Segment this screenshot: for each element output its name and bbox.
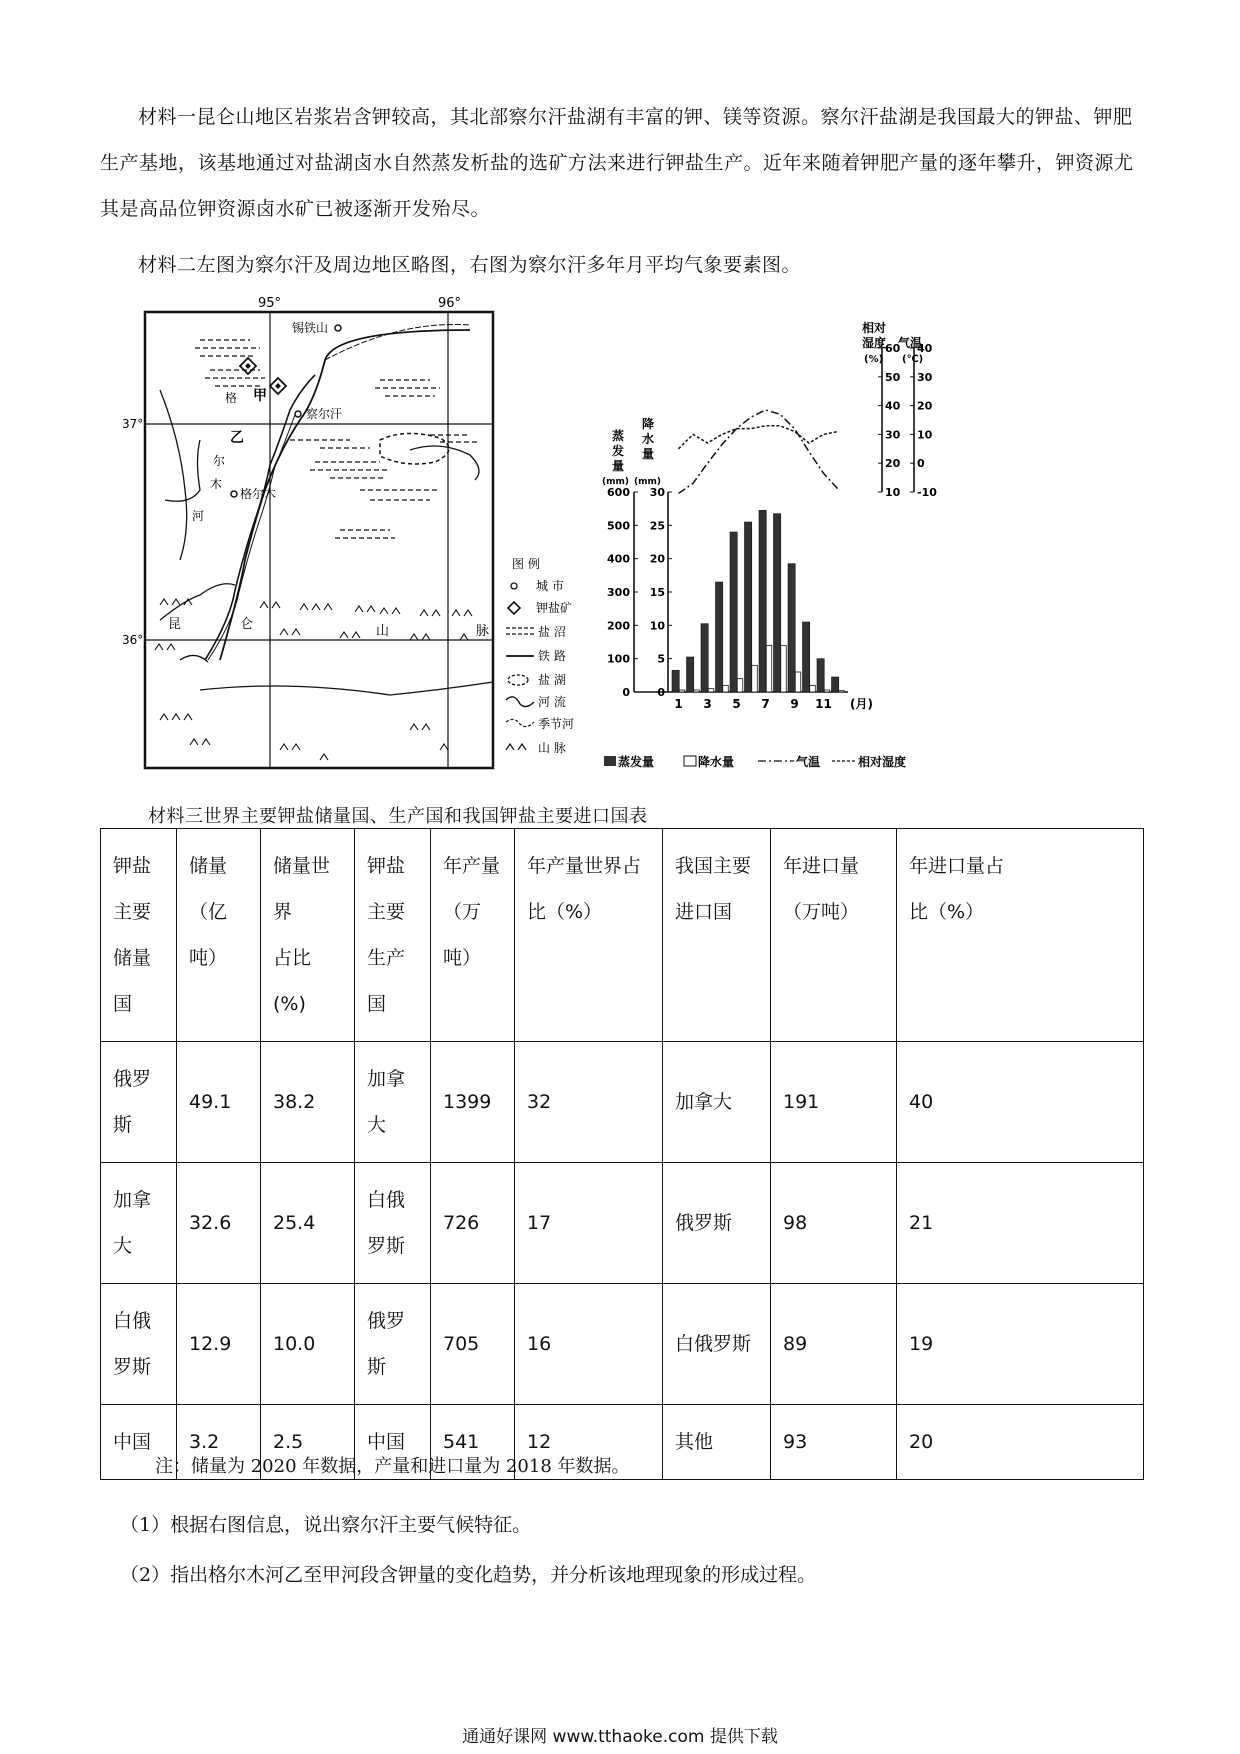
- table-cell: [177, 1042, 261, 1163]
- legend-potash-icon: [508, 602, 520, 614]
- cell-text: 占比(%): [273, 947, 312, 1015]
- temp-tick-label: -10: [917, 486, 937, 499]
- table-row: [101, 1042, 1144, 1163]
- river-char-3: 木: [210, 477, 223, 491]
- south-river: [200, 682, 493, 695]
- legend-precip-swatch: [684, 756, 696, 766]
- precip-head-3: 量: [642, 447, 655, 461]
- legend-humid: 相对湿度: [858, 755, 907, 769]
- evap-bar: [774, 514, 781, 692]
- cell-text: 俄罗斯: [675, 1212, 733, 1234]
- city-geermu: [231, 491, 237, 497]
- precip-tick-label: 25: [649, 519, 665, 533]
- cell-text: 38.2: [273, 1091, 316, 1113]
- cell-text: 罗斯: [113, 1356, 152, 1378]
- cell-text: 俄罗: [113, 1068, 152, 1090]
- cell-text: 93: [783, 1431, 808, 1453]
- cell-text: 界: [273, 901, 293, 923]
- evap-bar: [716, 582, 723, 692]
- legend-mountain: 山 脉: [538, 741, 566, 755]
- table-cell: [515, 1163, 663, 1284]
- table-cell: [897, 1405, 1144, 1480]
- chart-legend: [604, 754, 906, 769]
- table-cell: [261, 1163, 355, 1284]
- map-legend: [506, 556, 574, 755]
- lat-label-36: 36°: [122, 633, 144, 647]
- river-char-1: 格: [225, 391, 238, 405]
- table-cell: [355, 1284, 431, 1405]
- cell-text: 191: [783, 1091, 820, 1113]
- cell-text: 白俄罗斯: [675, 1333, 752, 1355]
- lat-label-37: 37°: [122, 417, 144, 431]
- table-cell: [261, 1042, 355, 1163]
- header-cell: [101, 829, 177, 1042]
- potash-mine-1-core: [245, 363, 251, 369]
- header-cell: [515, 829, 663, 1042]
- cell-text: 32.6: [189, 1212, 232, 1234]
- cell-text: 年进口量占: [909, 855, 1005, 877]
- table-cell: [771, 1284, 897, 1405]
- mountain-char-4: 脉: [476, 624, 490, 639]
- cell-text: 1399: [443, 1091, 492, 1113]
- temperature-line: [679, 410, 839, 494]
- table-cell: [261, 1284, 355, 1405]
- cell-text: 726: [443, 1212, 480, 1234]
- evap-tick-label: 100: [607, 652, 630, 666]
- cell-text: （万: [443, 901, 482, 923]
- city-xitieshan: [335, 325, 341, 331]
- cell-text: 吨）: [189, 947, 228, 969]
- cell-text: 比（%）: [909, 901, 985, 923]
- question-1: （1）根据右图信息，说出察尔汗主要气候特征。: [120, 1514, 532, 1536]
- map-legend-title: 图 例: [512, 557, 540, 571]
- precip-bar: [723, 685, 729, 692]
- precip-bar: [824, 690, 830, 692]
- precip-tick-label: 30: [649, 486, 665, 499]
- precip-bar: [795, 672, 801, 692]
- humid-head-1: 相对: [862, 321, 887, 335]
- evap-bar: [687, 657, 694, 692]
- evap-head: [602, 428, 629, 487]
- header-cell: [355, 829, 431, 1042]
- table-cell: [771, 1042, 897, 1163]
- cell-text: 10.0: [273, 1333, 316, 1355]
- potash-table: [100, 828, 1144, 1480]
- table-cell: [897, 1163, 1144, 1284]
- legend-evap-swatch: [604, 756, 616, 766]
- table-cell: [515, 1042, 663, 1163]
- precip-tick-label: 20: [649, 552, 665, 566]
- table-note: 注：储量为 2020 年数据，产量和进口量为 2018 年数据。: [155, 1456, 630, 1477]
- cell-text: 钾盐: [367, 855, 406, 877]
- cell-text: 储量: [189, 855, 228, 877]
- label-xitieshan: 锡铁山: [292, 321, 329, 335]
- evap-head-3: 量: [612, 459, 625, 473]
- precip-bar: [839, 691, 845, 692]
- evap-tick-label: 400: [607, 552, 630, 566]
- cell-text: 大: [367, 1114, 387, 1136]
- precip-head: [634, 416, 661, 487]
- cell-text: 国: [113, 993, 133, 1015]
- legend-seasonal-icon: [506, 719, 534, 726]
- cell-text: 罗斯: [367, 1235, 406, 1257]
- table-cell: [663, 1163, 771, 1284]
- label-yi: 乙: [230, 430, 244, 446]
- cell-text: 98: [783, 1212, 808, 1234]
- legend-river-icon: [506, 697, 534, 707]
- cell-text: 17: [527, 1212, 552, 1234]
- table-cell: [515, 1284, 663, 1405]
- material-two-paragraph: 材料二左图为察尔汗及周边地区略图，右图为察尔汗多年月平均气象要素图。: [138, 254, 802, 276]
- table-cell: [431, 1163, 515, 1284]
- precip-bar: [810, 685, 816, 692]
- cell-text: 斯: [367, 1356, 387, 1378]
- lon-label-95: 95°: [258, 296, 282, 311]
- label-jia: 甲: [253, 388, 267, 404]
- mountain-char-2: 仑: [240, 617, 254, 632]
- evap-tick-label: 600: [607, 486, 630, 499]
- east-river: [410, 446, 479, 480]
- evap-bar: [745, 522, 752, 692]
- table-cell: [897, 1042, 1144, 1163]
- humidity-tick-label: 50: [885, 370, 901, 384]
- cell-text: 89: [783, 1333, 808, 1355]
- legend-potash: 钾盐矿: [536, 601, 573, 615]
- cell-text: 进口国: [675, 901, 733, 923]
- precip-bar: [679, 690, 685, 692]
- question-2: （2）指出格尔木河乙至甲河段含钾量的变化趋势，并分析该地理现象的形成过程。: [120, 1564, 817, 1586]
- header-cell: [177, 829, 261, 1042]
- temp-head-1: 气温: [898, 336, 923, 350]
- mountain-char-3: 山: [376, 624, 390, 639]
- humidity-tick-label: 40: [885, 399, 901, 413]
- table-cell: [101, 1163, 177, 1284]
- cell-text: 年产量世界占: [527, 855, 642, 877]
- table-row: [101, 1163, 1144, 1284]
- temp-tick-label: 40: [917, 342, 933, 355]
- table-cell: [431, 1284, 515, 1405]
- legend-precip: 降水量: [698, 755, 735, 769]
- west-river-3: [160, 584, 235, 620]
- cell-text: 储量: [113, 947, 152, 969]
- table-row: [101, 1284, 1144, 1405]
- cell-text: 比（%）: [527, 901, 603, 923]
- table-cell: [771, 1163, 897, 1284]
- humidity-line: [679, 426, 839, 449]
- cell-text: 21: [909, 1212, 934, 1234]
- cell-text: 49.1: [189, 1091, 232, 1113]
- cell-text: 我国主要: [675, 855, 752, 877]
- mountain-char-1: 昆: [168, 617, 182, 632]
- temp-tick-label: 10: [917, 428, 933, 442]
- cell-text: 其他: [675, 1431, 714, 1453]
- cell-text: 年进口量: [783, 855, 860, 877]
- x-tick-label: 1: [674, 697, 683, 711]
- river-char-4: 河: [192, 509, 205, 523]
- cell-text: 20: [909, 1431, 934, 1453]
- evap-tick-label: 300: [607, 586, 630, 599]
- page-footer: 通通好课网 www.tthaoke.com 提供下载: [462, 1727, 778, 1747]
- humid-head-2: 湿度: [862, 336, 887, 350]
- temp-head-2: (℃): [902, 354, 924, 365]
- evap-bar: [788, 564, 795, 692]
- city-chaerhan: [295, 411, 301, 417]
- legend-saltlake-icon: [508, 675, 528, 685]
- evap-tick-label: 0: [622, 686, 630, 699]
- table-cell: [101, 1284, 177, 1405]
- material-three-title: 材料三世界主要钾盐储量国、生产国和我国钾盐主要进口国表: [148, 806, 648, 827]
- precip-bar: [708, 689, 714, 692]
- cell-text: 12: [527, 1431, 552, 1453]
- label-chaerhan: 察尔汗: [306, 407, 343, 421]
- legend-city: 城 市: [536, 579, 564, 593]
- cell-text: （亿: [189, 901, 228, 923]
- cell-text: 2.5: [273, 1431, 304, 1453]
- cell-text: 12.9: [189, 1333, 232, 1355]
- cell-text: 中国: [367, 1431, 406, 1453]
- lon-label-96: 96°: [438, 296, 462, 311]
- west-river-1: [160, 390, 187, 560]
- precip-tick-label: 0: [657, 686, 665, 699]
- legend-marsh-icon: [506, 628, 534, 634]
- mountain-symbols: [155, 599, 472, 760]
- evap-head-2: 发: [612, 444, 625, 458]
- cell-text: 16: [527, 1333, 552, 1355]
- cell-text: 俄罗: [367, 1310, 406, 1332]
- precip-head-1: 降: [642, 417, 655, 431]
- x-tick-label: 9: [790, 697, 799, 711]
- precip-bar: [766, 645, 772, 692]
- cell-text: 年产量: [443, 855, 501, 877]
- x-tick-label: 11: [815, 697, 832, 711]
- cell-text: 斯: [113, 1114, 133, 1136]
- evap-bar: [672, 670, 679, 692]
- evap-bar: [832, 677, 839, 692]
- legend-evap: 蒸发量: [618, 755, 655, 769]
- evap-tick-label: 500: [607, 519, 630, 533]
- humidity-tick-label: 20: [885, 457, 901, 471]
- chaerhan-region-map: [122, 290, 615, 780]
- river-confluence: [180, 655, 208, 662]
- table-cell: [897, 1284, 1144, 1405]
- cell-text: 生产: [367, 947, 406, 969]
- table-cell: [663, 1284, 771, 1405]
- humidity-tick-label: 60: [885, 342, 901, 355]
- evap-bar: [730, 532, 737, 692]
- evap-bar: [817, 659, 824, 692]
- cell-text: 19: [909, 1333, 934, 1355]
- table-cell: [355, 1163, 431, 1284]
- cell-text: 中国: [113, 1431, 152, 1453]
- cell-text: 主要: [113, 901, 152, 923]
- header-cell: [771, 829, 897, 1042]
- precip-head-2: 水: [642, 432, 655, 446]
- precip-head-4: (mm): [634, 477, 661, 487]
- precip-bar: [737, 679, 743, 692]
- table-cell: [663, 1405, 771, 1480]
- cell-text: 705: [443, 1333, 480, 1355]
- precip-tick-label: 15: [649, 586, 665, 599]
- x-tick-label: (月): [850, 697, 873, 711]
- table-cell: [431, 1042, 515, 1163]
- header-cell: [663, 829, 771, 1042]
- x-tick-label: 7: [761, 697, 770, 711]
- temp-tick-label: 0: [917, 457, 925, 471]
- label-geermu: 格尔木: [240, 487, 277, 501]
- x-tick-label: 5: [732, 697, 741, 711]
- table-header-row: [101, 829, 1144, 1042]
- legend-temp: 气温: [796, 755, 821, 769]
- evap-tick-label: 200: [607, 619, 630, 633]
- cell-text: 大: [113, 1235, 133, 1257]
- cell-text: 加拿: [113, 1189, 152, 1211]
- cell-text: 主要: [367, 901, 406, 923]
- cell-text: （万吨）: [783, 901, 860, 923]
- precip-tick-label: 5: [657, 652, 665, 666]
- table-cell: [355, 1042, 431, 1163]
- chart-layer: [607, 342, 937, 711]
- legend-mountain-icon: [506, 744, 526, 750]
- cell-text: 40: [909, 1091, 934, 1113]
- evap-bar: [803, 622, 810, 692]
- header-cell: [897, 829, 1144, 1042]
- cell-text: 加拿: [367, 1068, 406, 1090]
- cell-text: 加拿大: [675, 1091, 733, 1113]
- cell-text: 25.4: [273, 1212, 316, 1234]
- precip-bar: [781, 645, 787, 692]
- precip-bar: [694, 690, 700, 692]
- potash-mine-2-core: [275, 383, 281, 389]
- table-cell: [177, 1284, 261, 1405]
- humidity-tick-label: 10: [885, 486, 901, 499]
- x-tick-label: 3: [703, 697, 712, 711]
- legend-marsh: 盐 沼: [538, 625, 566, 639]
- cell-text: 钾盐: [113, 855, 152, 877]
- precip-tick-label: 10: [649, 619, 665, 633]
- table-cell: [101, 1042, 177, 1163]
- cell-text: 储量世: [273, 855, 331, 877]
- humidity-tick-label: 30: [885, 428, 901, 442]
- cell-text: 吨）: [443, 947, 482, 969]
- legend-seasonal: 季节河: [538, 717, 575, 731]
- cell-text: 32: [527, 1091, 552, 1113]
- legend-city-icon: [511, 583, 517, 589]
- table-cell: [771, 1405, 897, 1480]
- climate-chart: [600, 320, 970, 780]
- legend-railway: 铁 路: [538, 649, 566, 663]
- cell-text: 3.2: [189, 1431, 220, 1453]
- evap-head-1: 蒸: [612, 429, 625, 443]
- legend-river: 河 流: [538, 695, 566, 709]
- river-char-2: 尔: [213, 454, 226, 468]
- table-cell: [177, 1163, 261, 1284]
- cell-text: 国: [367, 993, 387, 1015]
- evap-bar: [701, 624, 708, 692]
- legend-saltlake: 盐 湖: [538, 673, 566, 687]
- evap-head-4: (mm): [602, 477, 629, 487]
- header-cell: [431, 829, 515, 1042]
- cell-text: 541: [443, 1431, 480, 1453]
- header-cell: [261, 829, 355, 1042]
- temp-tick-label: 20: [917, 399, 933, 413]
- table-cell: [663, 1042, 771, 1163]
- precip-bar: [752, 665, 758, 692]
- material-one-paragraph: 材料一昆仑山地区岩浆岩含钾较高，其北部察尔汗盐湖有丰富的钾、镁等资源。察尔汗盐湖是我国最大的钾盐、钾肥生产基地，该基地通过对盐湖卤水自然蒸发析盐的选矿方法来进行钾盐生产。近年来随着钾肥产量的逐年攀升，钾资源尤其是高品位钾资源卤水矿已被逐渐开发殆尽。: [100, 106, 1134, 220]
- humid-head-3: (%): [864, 354, 884, 365]
- evap-bar: [759, 510, 766, 692]
- temp-tick-label: 30: [917, 370, 933, 384]
- cell-text: 白俄: [367, 1189, 406, 1211]
- cell-text: 白俄: [113, 1310, 152, 1332]
